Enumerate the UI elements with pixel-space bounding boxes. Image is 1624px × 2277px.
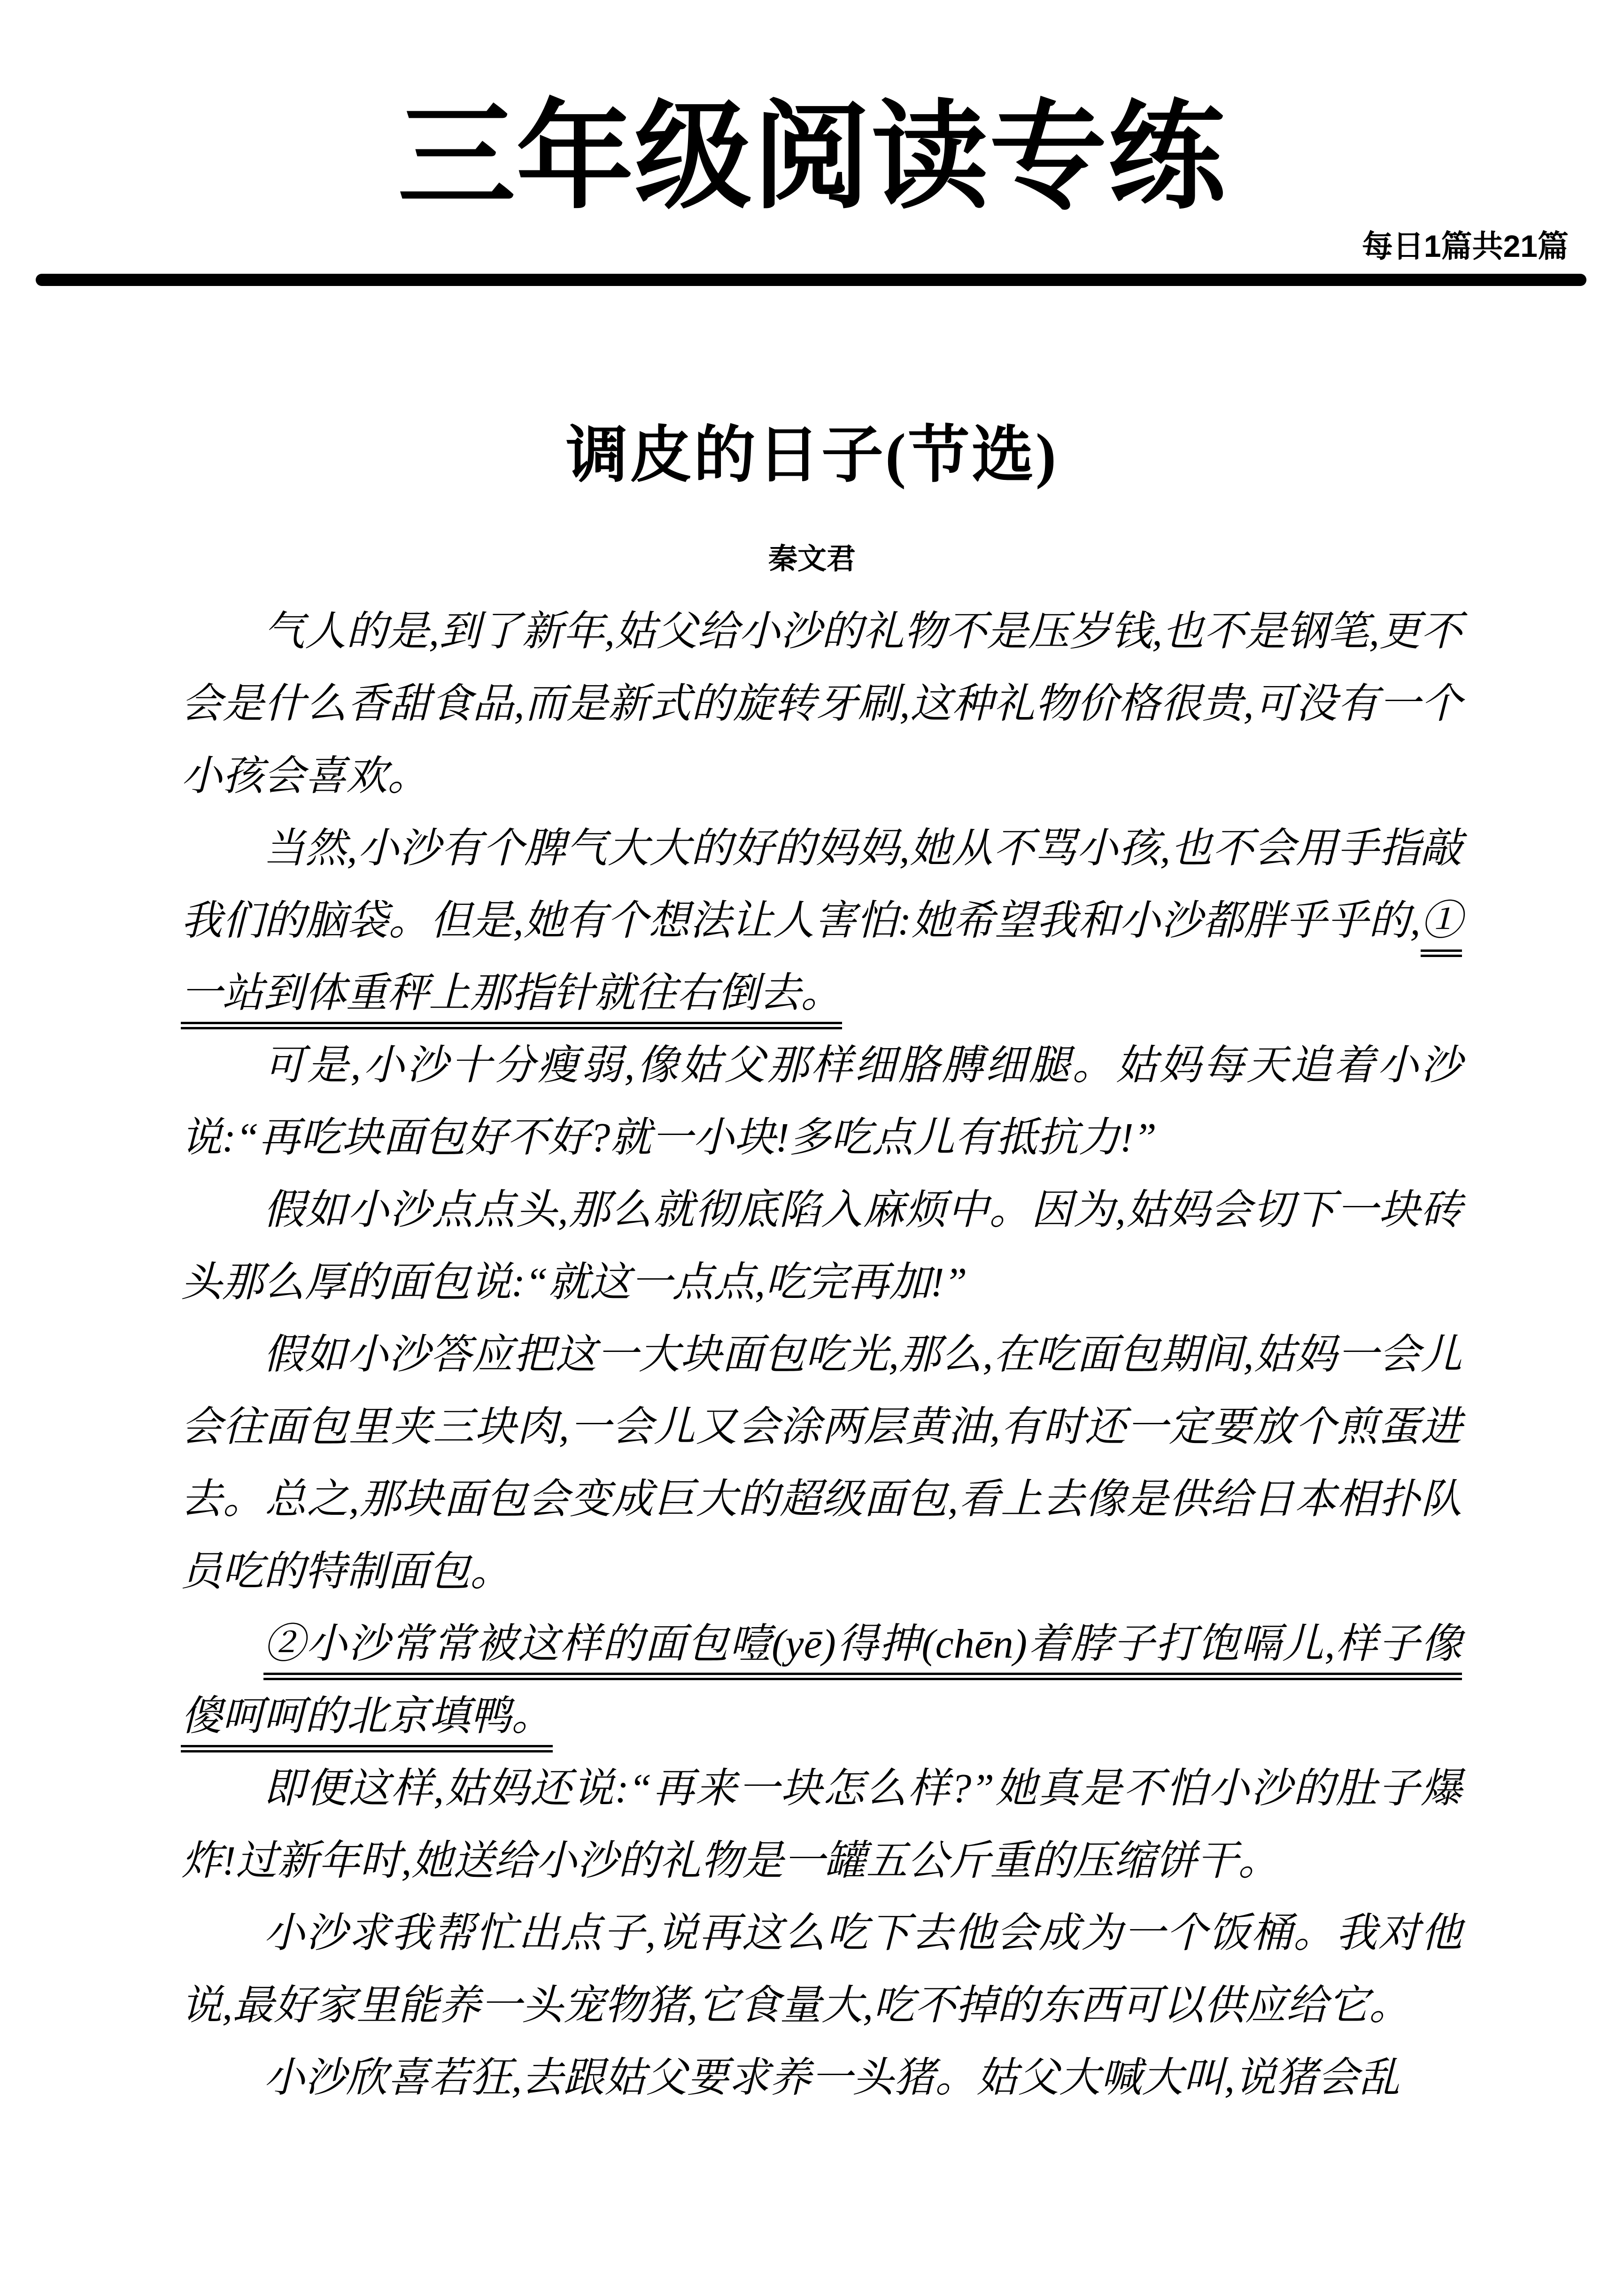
paragraph-5 (181, 1319, 1462, 1608)
paragraph-8 (181, 1898, 1462, 2042)
page-title: 三年级阅读专练 (398, 93, 1226, 223)
paragraph-1 (181, 596, 1462, 813)
paragraph-text: 可是,小沙十分瘦弱,像姑父那样细胳膊细腿。姑妈每天追着小沙说:“再吃块面包好不好?就一小块!多吃点儿有抵抗力!” (181, 1042, 1462, 1161)
paragraph-text: 假如小沙答应把这一大块面包吃光,那么,在吃面包期间,姑妈一会儿会往面包里夹三块肉,一会儿又会涂两层黄油,有时还一定要放个煎蛋进去。总之,那块面包会变成巨大的超级面包,看上去像是供给日本相扑队员吃的特制面包。 (181, 1332, 1462, 1595)
underlined-sentence-2: ②小沙常常被这样的面包噎(yē)得抻(chēn)着脖子打饱嗝儿,样子像傻呵呵的北京填鸭。 (181, 1621, 1462, 1752)
article-title: 调皮的日子(节选) (566, 420, 1058, 490)
paragraph-text: 假如小沙点点头,那么就彻底陷入麻烦中。因为,姑妈会切下一块砖头那么厚的面包说:“就这一点点,吃完再加!” (181, 1187, 1462, 1305)
header-issue-note: 每日1篇共21篇 (1361, 229, 1569, 263)
paragraph-2 (181, 813, 1462, 1030)
paragraph-6 (181, 1608, 1462, 1753)
paragraph-text: 小沙求我帮忙出点子,说再这么吃下去他会成为一个饭桶。我对他说,最好家里能养一头宠物猪,它食量大,吃不掉的东西可以供应给它。 (181, 1910, 1462, 2029)
paragraph-text: 气人的是,到了新年,姑父给小沙的礼物不是压岁钱,也不是钢笔,更不会是什么香甜食品,而是新式的旋转牙刷,这种礼物价格很贵,可没有一个小孩会喜欢。 (181, 609, 1462, 799)
paragraph-3 (181, 1030, 1462, 1174)
paragraph-9 (181, 2042, 1462, 2115)
paragraph-text: 即便这样,姑妈还说:“再来一块怎么样?”她真是不怕小沙的肚子爆炸!过新年时,她送给小沙的礼物是一罐五公斤重的压缩饼干。 (181, 1766, 1462, 1884)
paragraph-7 (181, 1753, 1462, 1898)
article-body (181, 596, 1462, 2115)
article-author: 秦文君 (768, 543, 856, 575)
underlined-sentence-1: ①一站到体重秤上那指针就往右倒去。 (181, 898, 1462, 1029)
paragraph-4 (181, 1174, 1462, 1319)
paragraph-text: 小沙欣喜若狂,去跟姑父要求养一头猪。姑父大喊大叫,说猪会乱 (263, 2055, 1400, 2101)
header-divider (36, 274, 1586, 286)
paragraph-text: 当然,小沙有个脾气大大的好的妈妈,她从不骂小孩,也不会用手指敲我们的脑袋。但是,她有个想法让人害怕:她希望我和小沙都胖乎乎的, (181, 826, 1462, 944)
